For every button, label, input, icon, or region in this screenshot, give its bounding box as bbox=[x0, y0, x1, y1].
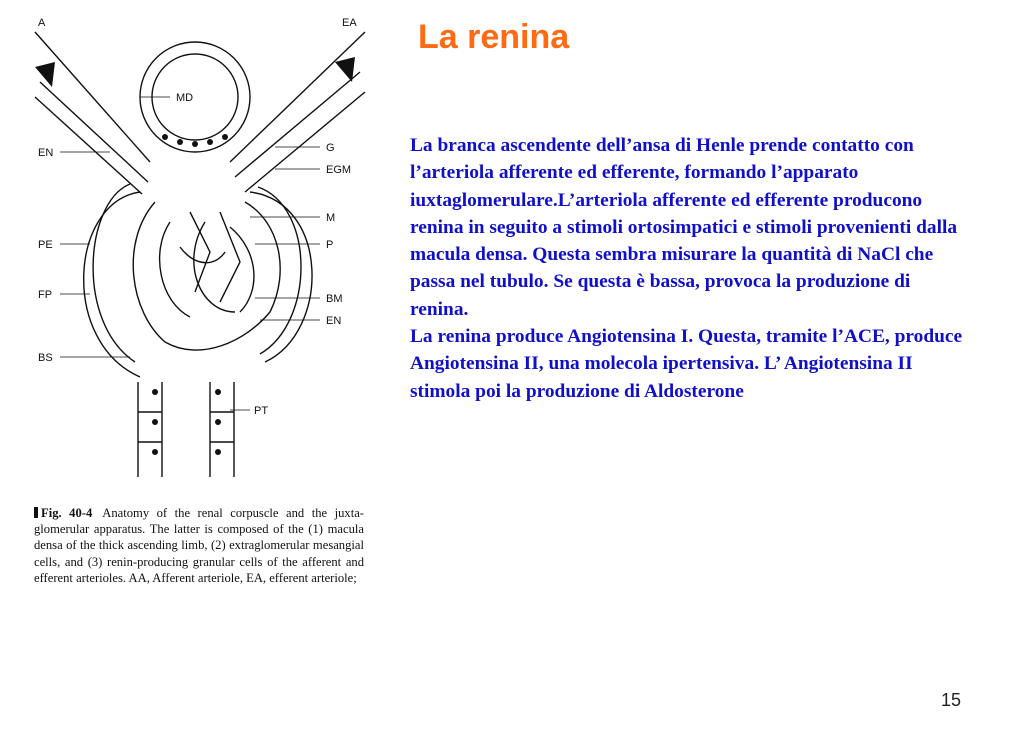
page-number: 15 bbox=[941, 690, 962, 710]
label-leader-lines bbox=[60, 97, 320, 410]
label-G: G bbox=[326, 142, 335, 154]
label-PE: PE bbox=[38, 239, 53, 251]
flow-arrow-icon bbox=[335, 57, 355, 82]
label-EGM: EGM bbox=[326, 164, 352, 176]
label-FP: FP bbox=[38, 289, 53, 301]
caption-text: Anatomy of the renal corpuscle and the juxta-glomerular apparatus. The latter is composed of the (1) macula densa of the thick ascending limb, (2) extraglomerular mesangial cells, and (3) renin-producing granular cells of the afferent and efferent arterioles. AA, Afferent arteriole, EA, efferent arteriole; bbox=[34, 506, 364, 585]
slide-title: La renina bbox=[418, 18, 570, 56]
paragraph-2: La renina produce Angiotensina I. Questa, tramite l’ACE, produce Angiotensina II, una molecola ipertensiva. L’ Angiotensina II stimola poi la produzione di Aldosterone bbox=[410, 326, 963, 402]
paragraph-1: La branca ascendente dell’ansa di Henle prende contatto con l’arteriola afferente ed efferente, formando l’apparato iuxtaglomerulare.L’arteriola afferente ed efferente producono renina in seguito a stimoli ortosimpatici e stimoli provenienti dalla macula densa. Questa sembra misurare la quantità di NaCl che passa nel tubulo. Se questa è bassa, provoca la produzione di renina. bbox=[410, 135, 958, 320]
caption-marker bbox=[34, 507, 38, 518]
label-PT: PT bbox=[254, 405, 269, 417]
label-MD: MD bbox=[176, 92, 194, 104]
label-EA: EA bbox=[342, 17, 357, 29]
afferent-arteriole-wall bbox=[35, 32, 150, 194]
proximal-tubule bbox=[138, 382, 234, 477]
label-EN-right: EN bbox=[326, 315, 342, 327]
label-M: M bbox=[326, 212, 336, 224]
label-P: P bbox=[326, 239, 334, 251]
glomerular-capillaries bbox=[133, 202, 280, 350]
flow-arrow-icon bbox=[35, 62, 55, 87]
caption-figure-number: Fig. 40-4 bbox=[41, 506, 93, 520]
body-text bbox=[410, 132, 970, 405]
label-BS: BS bbox=[38, 352, 53, 364]
renal-corpuscle-diagram bbox=[30, 12, 370, 482]
label-A: A bbox=[38, 17, 46, 29]
figure-caption bbox=[34, 505, 364, 586]
label-BM: BM bbox=[326, 293, 343, 305]
label-EN-left: EN bbox=[38, 147, 54, 159]
